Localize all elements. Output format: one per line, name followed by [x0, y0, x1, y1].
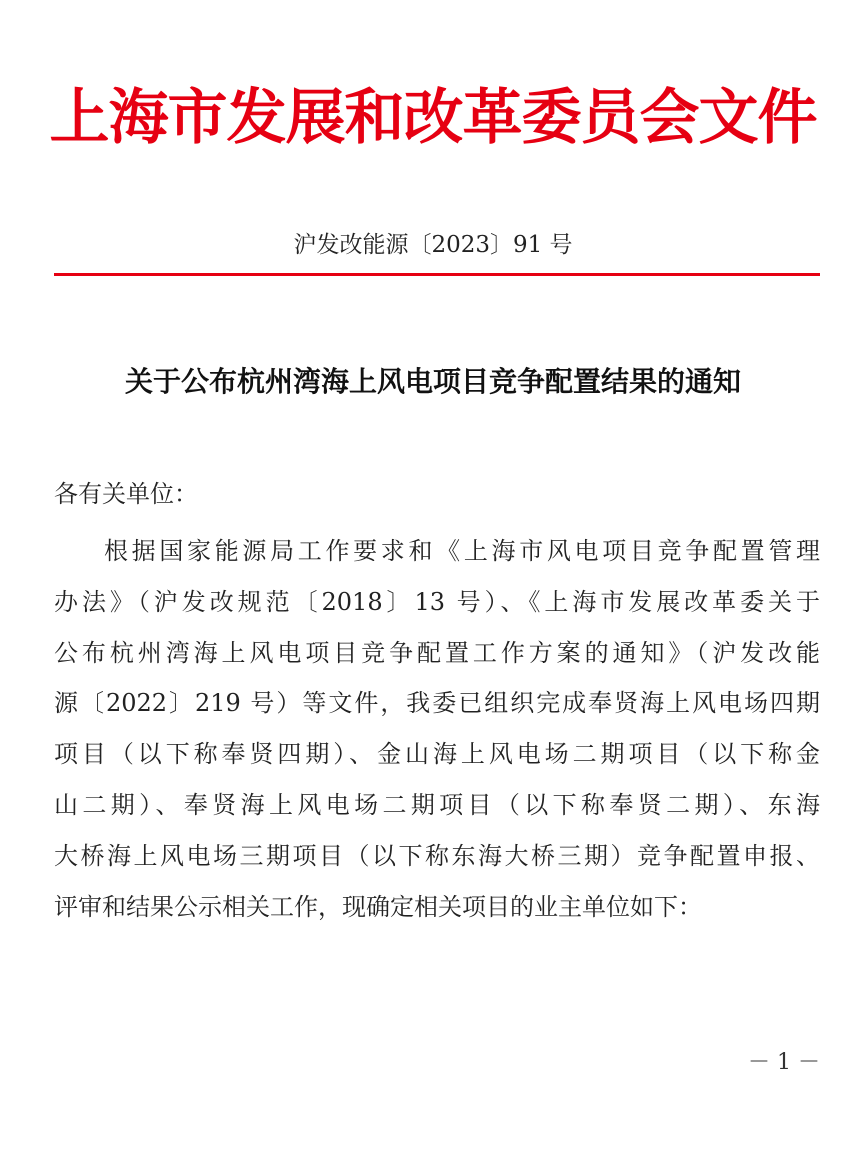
body-line: 源〔2022〕219 号）等文件，我委已组织完成奉贤海上风电场四期 [54, 689, 820, 718]
body-line: 评审和结果公示相关工作，现确定相关项目的业主单位如下： [54, 892, 702, 921]
body-line: 办法》（沪发改规范〔2018〕13 号）、《上海市发展改革委关于 [54, 587, 820, 616]
red-divider-line [54, 273, 820, 276]
salutation: 各有关单位： [54, 480, 198, 508]
page-number: － 1 － [748, 1050, 820, 1075]
letterhead-title: 上海市发展和改革委员会文件 [49, 83, 817, 153]
body-line: 山二期）、奉贤海上风电场二期项目（以下称奉贤二期）、东海 [54, 790, 820, 819]
body-line: 大桥海上风电场三期项目（以下称东海大桥三期）竞争配置申报、 [54, 841, 820, 870]
document-number: 沪发改能源〔2023〕91 号 [293, 232, 573, 258]
body-line: 项目（以下称奉贤四期）、金山海上风电场二期项目（以下称金 [54, 740, 820, 769]
body-line: 公布杭州湾海上风电项目竞争配置工作方案的通知》（沪发改能 [54, 638, 820, 667]
body-paragraph [54, 526, 820, 932]
notice-title: 关于公布杭州湾海上风电项目竞争配置结果的通知 [124, 365, 741, 398]
body-line: 根据国家能源局工作要求和《上海市风电项目竞争配置管理 [104, 537, 820, 565]
